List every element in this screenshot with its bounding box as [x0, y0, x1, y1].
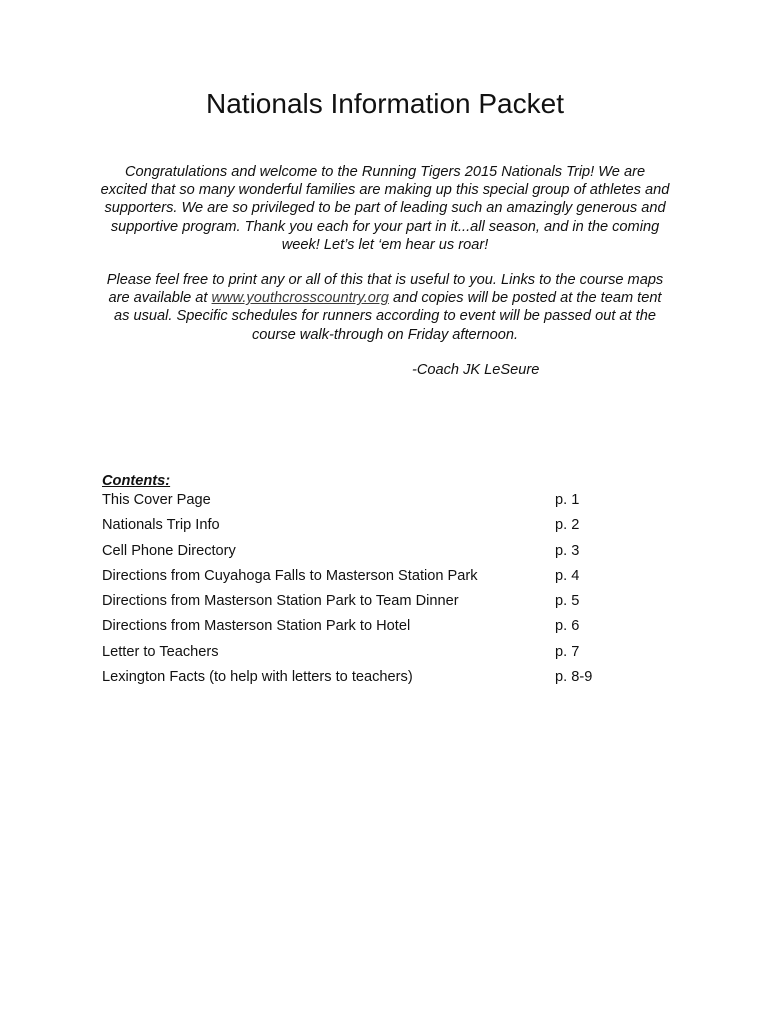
- toc-row: [102, 566, 662, 591]
- toc-entry-page: p. 1: [555, 492, 580, 508]
- intro-paragraph-resources: [100, 271, 670, 344]
- toc-entry-label: Directions from Masterson Station Park to Team Dinner: [102, 593, 459, 610]
- toc-row: [102, 642, 662, 667]
- toc-entry-label: Letter to Teachers: [102, 643, 219, 660]
- toc-row: [102, 490, 662, 515]
- toc-entry-label: Nationals Trip Info: [102, 517, 220, 534]
- intro-text-before-link: Please feel free to print any or all of this that is useful to you. Links to the course maps are available at: [106, 272, 664, 307]
- table-of-contents: [102, 490, 662, 692]
- toc-row: [102, 616, 662, 641]
- toc-row: [102, 541, 662, 566]
- toc-entry-page: p. 5: [555, 593, 580, 610]
- toc-entry-page: p. 4: [555, 567, 580, 584]
- toc-entry-page: p. 7: [555, 643, 580, 660]
- coach-signature: -Coach JK LeSeure: [412, 362, 540, 378]
- toc-entry-page: p. 2: [555, 517, 580, 534]
- toc-row: [102, 515, 662, 540]
- toc-entry-page: p. 3: [555, 542, 580, 559]
- contents-heading: Contents:: [102, 473, 171, 489]
- toc-entry-page: p. 8-9: [555, 669, 593, 686]
- intro-text-after-link: and copies will be posted at the team tent as usual. Specific schedules for runners according to event will be passed out at the course walk-through on Friday afternoon.: [114, 290, 662, 343]
- toc-entry-label: Lexington Facts (to help with letters to teachers): [102, 669, 413, 686]
- toc-row: [102, 667, 662, 692]
- document-title: Nationals Information Packet: [206, 88, 564, 119]
- toc-entry-label: Cell Phone Directory: [102, 542, 236, 559]
- course-maps-link[interactable]: www.youthcrosscountry.org: [211, 290, 389, 307]
- toc-entry-page: p. 6: [555, 618, 580, 635]
- intro-paragraph-welcome: Congratulations and welcome to the Running Tigers 2015 Nationals Trip! We are excited that so many wonderful families are making up this special group of athletes and supporters. We are so privileged to be part of leading such an amazingly generous and supportive program. Thank you each for your part in it...all season, and in the coming week! Let’s let ‘em hear us roar!: [100, 164, 670, 253]
- toc-row: [102, 591, 662, 616]
- toc-entry-label: This Cover Page: [102, 492, 211, 508]
- toc-entry-label: Directions from Masterson Station Park to Hotel: [102, 618, 411, 635]
- toc-entry-label: Directions from Cuyahoga Falls to Masterson Station Park: [102, 567, 478, 584]
